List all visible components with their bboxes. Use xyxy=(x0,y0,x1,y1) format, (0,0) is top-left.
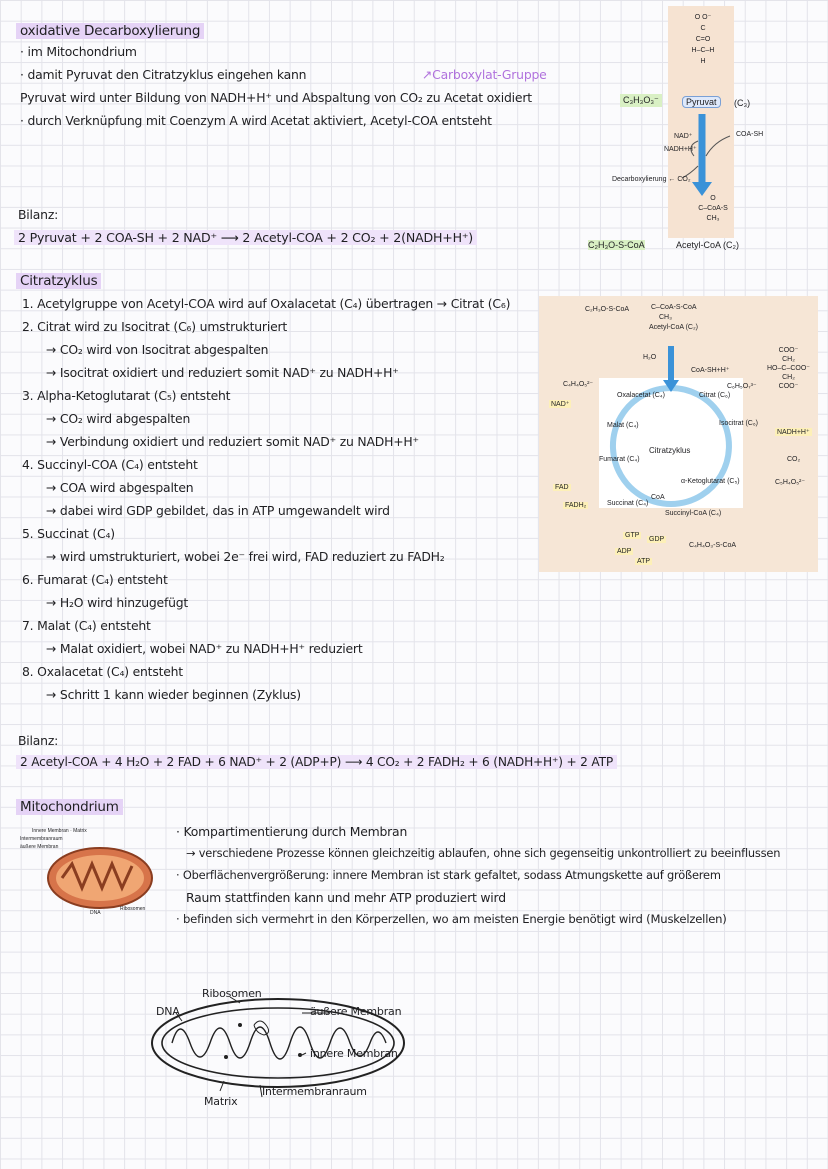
cycle-h2o: H₂O xyxy=(643,354,657,361)
mito-small-figure xyxy=(20,826,160,916)
cycle-coa-sh: CoA-SH+H⁺ xyxy=(691,367,730,374)
pyruvat-figure xyxy=(586,6,766,260)
cz-item-10: → dabei wird GDP gebildet, das in ATP umgewandelt wird xyxy=(46,503,390,518)
tag-gtp: GTP xyxy=(625,532,640,539)
cz-bilanz-arrow: ⟶ xyxy=(344,755,363,769)
label-dna: DNA xyxy=(156,1005,180,1018)
cz-bilanz xyxy=(16,755,617,769)
cycle-node-succinylcoa: Succinyl-CoA (C₄) xyxy=(665,510,722,517)
mito-bullet-5: · befinden sich vermehrt in den Körperzellen, wo am meisten Energie benötigt wird (Muskelzellen) xyxy=(176,912,727,926)
cycle-succ: C₄H₄O₃-S-CoA xyxy=(689,542,737,549)
cycle-right-structure: COO⁻ CH₂ HO–C–COO⁻ CH₂ COO⁻ xyxy=(767,347,810,390)
tag-nadh: NADH+H⁺ xyxy=(777,429,810,436)
cz-item-1: 1. Acetylgruppe von Acetyl-COA wird auf Oxalacetat (C₄) übertragen → Citrat (C₆) xyxy=(22,296,511,311)
cz-item-14: → H₂O wird hinzugefügt xyxy=(46,595,189,610)
pyr-nadh: NADH+H⁺ xyxy=(664,146,697,153)
cycle-node-ketoglutarat: α-Ketoglutarat (C₅) xyxy=(681,478,740,485)
acetyl-structure: O C–CoA-S CH₃ xyxy=(698,195,728,222)
ox-line-2: · damit Pyruvat den Citratzyklus eingehen kann xyxy=(20,67,307,82)
cz-item-15: 7. Malat (C₄) entsteht xyxy=(22,618,151,633)
cycle-node-malat: Malat (C₄) xyxy=(607,422,639,429)
ox-line-1: · im Mitochondrium xyxy=(20,44,137,59)
label-inner-membrane: innere Membran xyxy=(310,1047,398,1060)
cycle-coa: CoA xyxy=(651,494,665,501)
mito-small-label-1: Innere Membran · Matrix xyxy=(32,828,87,834)
cycle-c5h4o5: C₅H₄O₅²⁻ xyxy=(775,479,806,486)
cycle-node-isocitrat: Isocitrat (C₆) xyxy=(719,420,758,427)
mito-small-inner xyxy=(56,855,144,901)
mito-bullet-1: · Kompartimentierung durch Membran xyxy=(176,824,408,839)
cycle-node-citrat: Citrat (C₆) xyxy=(699,392,731,399)
cycle-node-succinat: Succinat (C₄) xyxy=(607,500,649,507)
pyruvat-formula: C₃H₃O₃⁻ xyxy=(620,94,662,107)
tag-nad: NAD⁺ xyxy=(551,401,570,408)
cycle-node-fumarat: Fumarat (C₄) xyxy=(599,456,640,463)
label-matrix: Matrix xyxy=(204,1095,238,1108)
pyruvat-label: Pyruvat xyxy=(682,96,721,108)
cz-item-18: → Schritt 1 kann wieder beginnen (Zyklus) xyxy=(46,687,301,702)
acetyl-label: Acetyl-CoA (C₂) xyxy=(676,240,740,250)
label-outer-membrane: äußere Membran xyxy=(310,1005,402,1018)
acetyl-formula: C₂H₃O-S-CoA xyxy=(588,240,645,250)
coa-arrow xyxy=(706,136,730,156)
mito-bullet-3: · Oberflächenvergrößerung: innere Membran ist stark gefaltet, sodass Atmungskette auf größerem xyxy=(176,868,721,882)
section-title-mitochondrium: Mitochondrium xyxy=(16,799,123,815)
tag-gdp: GDP xyxy=(649,536,665,543)
tag-atp: ATP xyxy=(637,558,651,565)
cycle-c6h5o7: C₆H₅O₇³⁻ xyxy=(727,383,757,390)
ribosome-dot xyxy=(238,1023,242,1027)
cz-bilanz-label: Bilanz: xyxy=(18,733,59,748)
cz-item-13: 6. Fumarat (C₄) entsteht xyxy=(22,572,168,587)
cz-item-16: → Malat oxidiert, wobei NAD⁺ zu NADH+H⁺ reduziert xyxy=(46,641,363,656)
label-ribosomen: Ribosomen xyxy=(202,987,262,1000)
carboxylat-note: ↗Carboxylat-Gruppe xyxy=(422,67,547,82)
cz-item-3: → CO₂ wird von Isocitrat abgespalten xyxy=(46,342,269,357)
section-title-ox-decarb: oxidative Decarboxylierung xyxy=(16,23,204,39)
cycle-co2: CO₂ xyxy=(787,456,801,463)
tag-fadh2: FADH₂ xyxy=(565,502,587,509)
cz-bilanz-left: 2 Acetyl-COA + 4 H₂O + 2 FAD + 6 NAD⁺ + 2 (ADP+P) xyxy=(20,755,342,769)
ox-line-3: Pyruvat wird unter Bildung von NADH+H⁺ und Abspaltung von CO₂ zu Acetat oxidiert xyxy=(20,90,532,105)
cz-item-9: → COA wird abgespalten xyxy=(46,480,194,495)
cycle-center-label: Citratzyklus xyxy=(649,446,691,455)
section-title-citratzyklus: Citratzyklus xyxy=(16,273,101,289)
ox-bilanz-arrow: ⟶ xyxy=(220,230,239,245)
pyr-coa-sh: COA-SH xyxy=(736,131,764,138)
ribosome-dot xyxy=(298,1053,302,1057)
cz-item-11: 5. Succinat (C₄) xyxy=(22,526,115,541)
cz-bilanz-right: 4 CO₂ + 2 FADH₂ + 6 (NADH+H⁺) + 2 ATP xyxy=(365,755,613,769)
ox-line-4: · durch Verknüpfung mit Coenzym A wird Acetat aktiviert, Acetyl-COA entsteht xyxy=(20,113,492,128)
pyruvat-c3: (C₃) xyxy=(734,98,751,108)
mito-small-label-5: DNA xyxy=(90,910,101,916)
tag-fad: FAD xyxy=(555,484,569,491)
pyr-nad: NAD⁺ xyxy=(674,133,693,140)
cz-item-6: → CO₂ wird abgespalten xyxy=(46,411,191,426)
ox-bilanz-right: 2 Acetyl-COA + 2 CO₂ + 2(NADH+H⁺) xyxy=(242,230,474,245)
inner-pointer xyxy=(302,1053,306,1055)
tag-adp: ADP xyxy=(617,548,632,555)
cz-item-4: → Isocitrat oxidiert und reduziert somit NAD⁺ zu NADH+H⁺ xyxy=(46,365,399,380)
cycle-c4h4o5: C₄H₄O₅²⁻ xyxy=(563,381,594,388)
mito-drawing xyxy=(130,985,430,1115)
cz-item-8: 4. Succinyl-COA (C₄) entsteht xyxy=(22,457,198,472)
cycle-top-mid2: CH₃ xyxy=(659,314,672,321)
cz-item-17: 8. Oxalacetat (C₄) entsteht xyxy=(22,664,183,679)
cycle-top-left: C₂H₃O-S-CoA xyxy=(585,306,630,313)
label-intermembranraum: Intermembranraum xyxy=(262,1085,367,1098)
mito-small-label-4: Ribosomen xyxy=(120,906,146,912)
cz-item-12: → wird umstrukturiert, wobei 2e⁻ frei wird, FAD reduziert zu FADH₂ xyxy=(46,549,445,564)
ribosome-dot xyxy=(224,1055,228,1059)
ox-bilanz-left: 2 Pyruvat + 2 COA-SH + 2 NAD⁺ xyxy=(18,230,217,245)
cz-item-2: 2. Citrat wird zu Isocitrat (C₆) umstrukturiert xyxy=(22,319,288,334)
mito-small-label-3: äußere Membran xyxy=(20,844,59,850)
cz-item-5: 3. Alpha-Ketoglutarat (C₅) entsteht xyxy=(22,388,231,403)
cz-item-7: → Verbindung oxidiert und reduziert somit NAD⁺ zu NADH+H⁺ xyxy=(46,434,419,449)
cycle-node-oxalacetat: Oxalacetat (C₄) xyxy=(617,392,665,399)
ox-bilanz xyxy=(14,230,477,245)
citratzyklus-figure xyxy=(539,296,818,572)
cycle-acetyl: Acetyl-CoA (C₂) xyxy=(649,324,699,331)
pyruvat-structure: O O⁻ C C=O H–C–H H xyxy=(691,14,715,65)
ox-bilanz-label: Bilanz: xyxy=(18,207,59,222)
mito-small-label-2: Intermembranraum xyxy=(20,836,63,842)
pyr-decarb: Decarboxylierung ← CO₂ xyxy=(612,176,691,183)
mito-bullet-2: → verschiedene Prozesse können gleichzeitig ablaufen, ohne sich gegenseitig unkontrolliert zu beeinflussen xyxy=(186,846,781,860)
mito-bullet-4: Raum stattfinden kann und mehr ATP produziert wird xyxy=(186,890,506,905)
cycle-top-mid: C–CoA-S-CoA xyxy=(651,304,697,311)
inner-membrane-outline xyxy=(162,1008,394,1078)
